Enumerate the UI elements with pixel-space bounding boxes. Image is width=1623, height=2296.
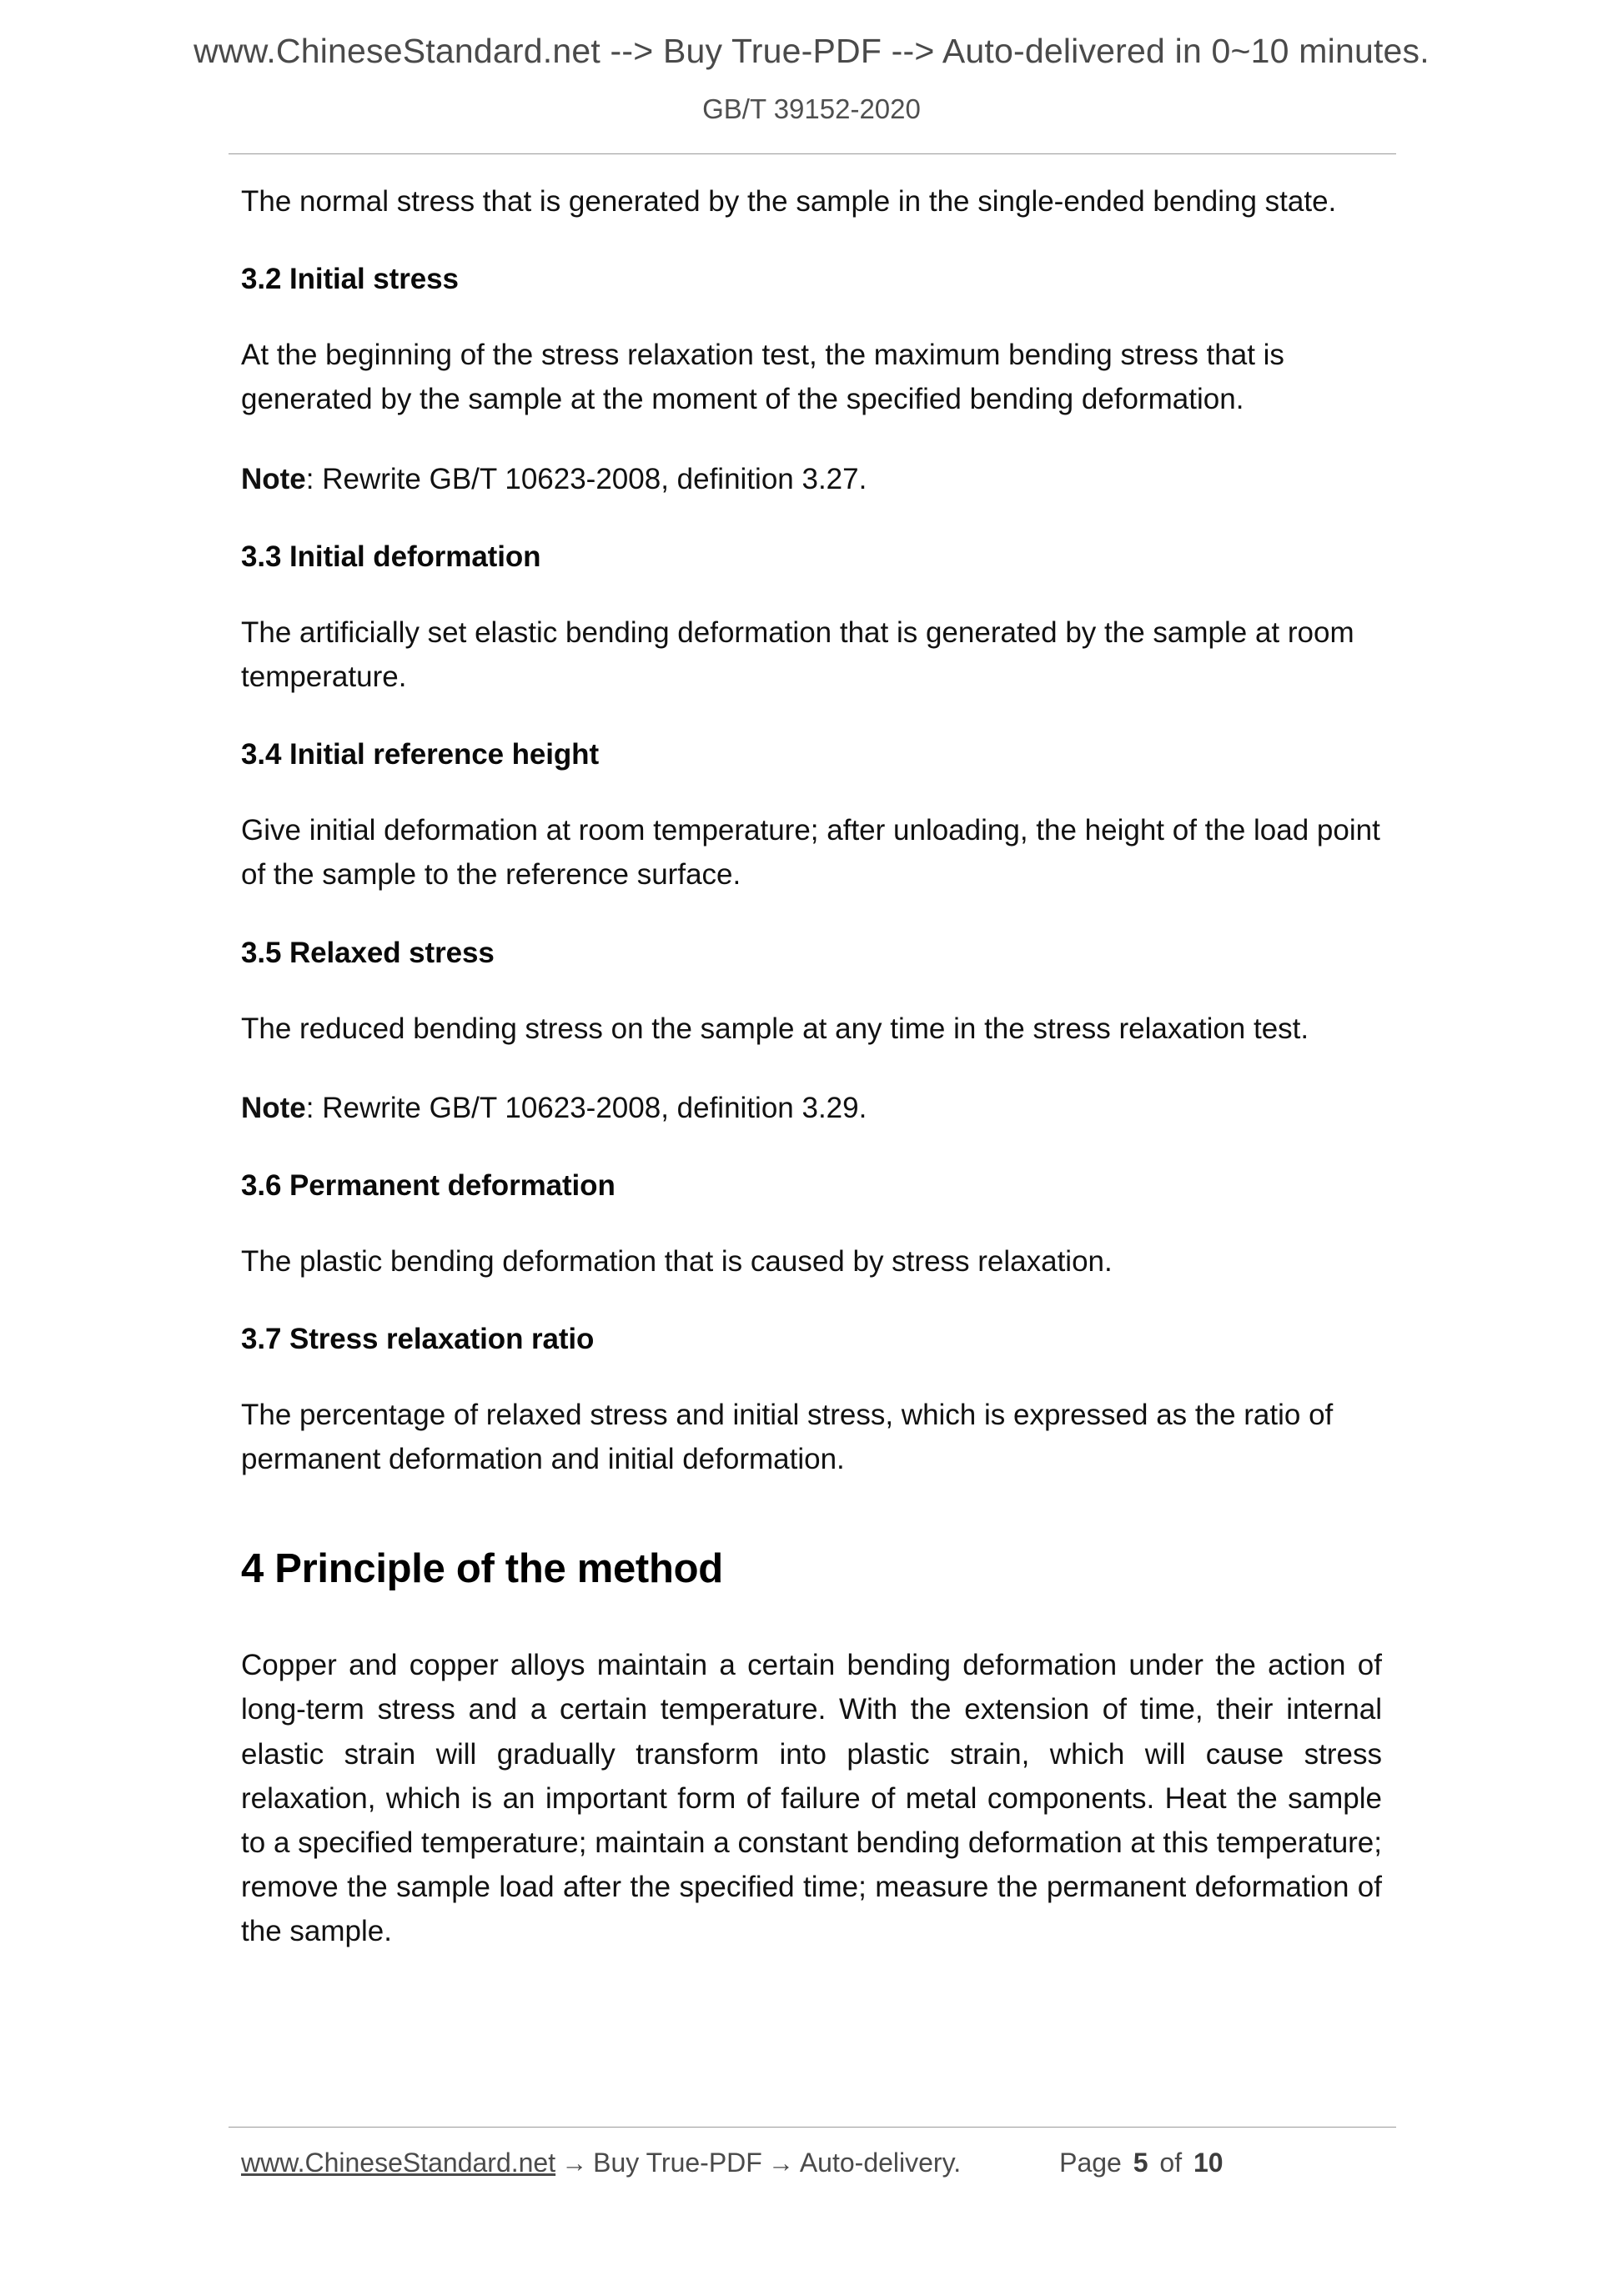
clause-heading-3-3: 3.3 Initial deformation: [241, 540, 541, 573]
footer-site-link[interactable]: www.ChineseStandard.net: [241, 2148, 556, 2178]
note-label-3-2: Note: [241, 462, 306, 495]
clause-text-3-6: The plastic bending deformation that is caused by stress relaxation.: [241, 1244, 1113, 1278]
footer-delivery-label: Auto-delivery.: [799, 2148, 962, 2178]
section-heading-4: 4 Principle of the method: [241, 1546, 723, 1592]
page-total: 10: [1193, 2148, 1224, 2178]
clause-text-3-5: The reduced bending stress on the sample at any time in the stress relaxation test.: [241, 1012, 1309, 1045]
note-text-3-5: : Rewrite GB/T 10623-2008, definition 3.29.: [305, 1091, 867, 1124]
clause-heading-3-4: 3.4 Initial reference height: [241, 738, 600, 771]
clause-text-3-3: The artificially set elastic bending deformation that is generated by the sample at room temperature.: [241, 615, 1354, 693]
arrow-right-icon: →: [561, 2148, 588, 2178]
page-indicator: [1059, 2148, 1227, 2178]
standard-number: GB/T 39152-2020: [702, 93, 921, 124]
clause-text-3-4: Give initial deformation at room temperature; after unloading, the height of the load point of the sample to the reference surface.: [241, 814, 1380, 892]
clause-text-3-2: At the beginning of the stress relaxation test, the maximum bending stress that is generated by the sample at the moment of the specified bending deformation.: [241, 339, 1284, 416]
footer-buy-label: Buy True-PDF: [593, 2148, 762, 2178]
clause-heading-3-6: 3.6 Permanent deformation: [241, 1168, 616, 1202]
note-3-2: [241, 457, 1382, 501]
footer-divider: [229, 2127, 1396, 2128]
note-label-3-5: Note: [241, 1091, 306, 1124]
section-paragraph-4: Copper and copper alloys maintain a certain bending deformation under the action of long-term stress and a certain temperature. With the extension of time, their internal elastic strain will gradually transform into plastic strain, which will cause stress relaxation, which is an important form of failure of metal components. Heat the sample to a specified temperature; maintain a constant bending deformation at this temperature; remove the sample load after the specified time; measure the permanent deformation of the sample.: [241, 1649, 1382, 1948]
page-number: 5: [1133, 2148, 1148, 2178]
clause-heading-3-7: 3.7 Stress relaxation ratio: [241, 1323, 595, 1356]
header-divider: [229, 153, 1396, 154]
clause-heading-3-2: 3.2 Initial stress: [241, 263, 459, 296]
note-text-3-2: : Rewrite GB/T 10623-2008, definition 3.27.: [305, 462, 867, 495]
clause-heading-3-5: 3.5 Relaxed stress: [241, 936, 495, 969]
clause-text-3-7: The percentage of relaxed stress and initial stress, which is expressed as the ratio of permanent deformation and initial deformation.: [241, 1399, 1334, 1476]
promo-header-text: www.ChineseStandard.net --> Buy True-PDF --> Auto-delivered in 0~10 minutes.: [193, 32, 1430, 70]
intro-paragraph: The normal stress that is generated by the sample in the single-ended bending state.: [241, 185, 1337, 218]
page-label: Page: [1059, 2148, 1122, 2178]
note-3-5: [241, 1086, 1382, 1130]
document-body: [241, 179, 1382, 1988]
page-of-label: of: [1159, 2148, 1183, 2178]
page-footer: [241, 2148, 1392, 2178]
arrow-right-icon-2: →: [767, 2148, 794, 2178]
